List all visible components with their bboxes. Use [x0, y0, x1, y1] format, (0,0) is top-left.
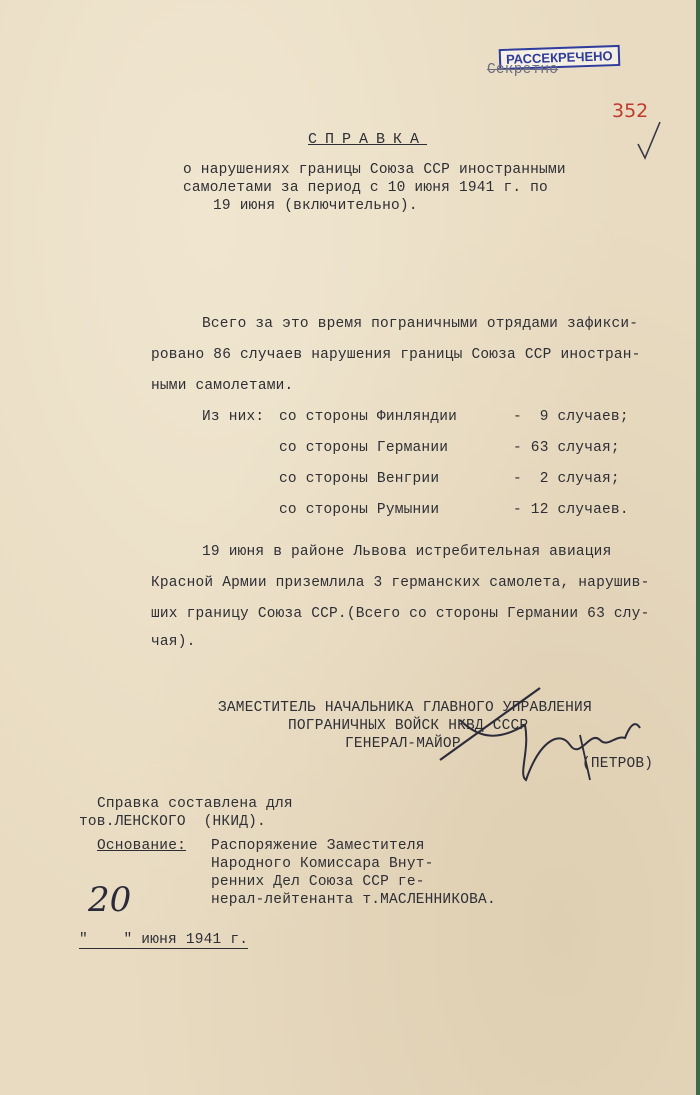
page-border [696, 0, 700, 1095]
breakdown-country-3: со стороны Румынии [279, 502, 440, 518]
breakdown-count-2: - 2 случая; [513, 471, 620, 487]
breakdown-prefix: Из них: [202, 409, 265, 425]
basis-line-1: Распоряжение Заместителя [211, 838, 425, 854]
signatory-name: (ПЕТРОВ) [582, 756, 654, 772]
breakdown-count-3: - 12 случаев. [513, 502, 629, 518]
body-line-2: ровано 86 случаев нарушения границы Союза ССР иностран- [151, 347, 641, 363]
breakdown-country-0: со стороны Финляндии [279, 409, 458, 425]
note-line-2: тов.ЛЕНСКОГО (НКИД). [79, 814, 266, 830]
classification-struck: Секретно [487, 62, 559, 78]
body-line-1: Всего за это время пограничными отрядами зафикси- [202, 316, 639, 332]
body-line-3: ными самолетами. [151, 378, 294, 394]
basis-line-4: нерал-лейтенанта т.МАСЛЕННИКОВА. [211, 892, 496, 908]
breakdown-count-1: - 63 случая; [513, 440, 620, 456]
document-date: " " июня 1941 г. [79, 932, 249, 948]
declassified-stamp: РАССЕКРЕЧЕНО [499, 45, 620, 70]
lviv-line-3: ших границу Союза ССР.(Всего со стороны Германии 63 слу- [151, 606, 650, 622]
lviv-line-1: 19 июня в районе Львова истребительная авиация [202, 544, 612, 560]
basis-label: Основание: [97, 838, 187, 854]
signatory-line-2: ПОГРАНИЧНЫХ ВОЙСК НКВД СССР [288, 718, 529, 734]
note-line-1: Справка составлена для [97, 796, 293, 812]
subtitle-line-2: самолетами за период с 10 июня 1941 г. по [183, 180, 548, 196]
breakdown-country-1: со стороны Германии [279, 440, 449, 456]
basis-line-3: ренних Дел Союза ССР ге- [211, 874, 425, 890]
document-title: СПРАВКА [308, 131, 428, 148]
lviv-line-2: Красной Армии приземлила 3 германских самолета, нарушив- [151, 575, 650, 591]
signatory-line-1: ЗАМЕСТИТЕЛЬ НАЧАЛЬНИКА ГЛАВНОГО УПРАВЛЕНИЯ [218, 700, 592, 716]
page-number-handwritten: 352 [612, 100, 649, 122]
lviv-line-4: чая). [151, 634, 196, 650]
subtitle-line-1: о нарушениях границы Союза ССР иностранными [183, 162, 566, 178]
date-day-handwritten: 20 [88, 880, 132, 920]
check-mark-icon [636, 120, 662, 162]
breakdown-country-2: со стороны Венгрии [279, 471, 440, 487]
signatory-line-3: ГЕНЕРАЛ-МАЙОР [345, 736, 461, 752]
basis-line-2: Народного Комиссара Внут- [211, 856, 434, 872]
breakdown-count-0: - 9 случаев; [513, 409, 629, 425]
handwritten-signature [430, 680, 650, 790]
subtitle-line-3: 19 июня (включительно). [213, 198, 418, 214]
